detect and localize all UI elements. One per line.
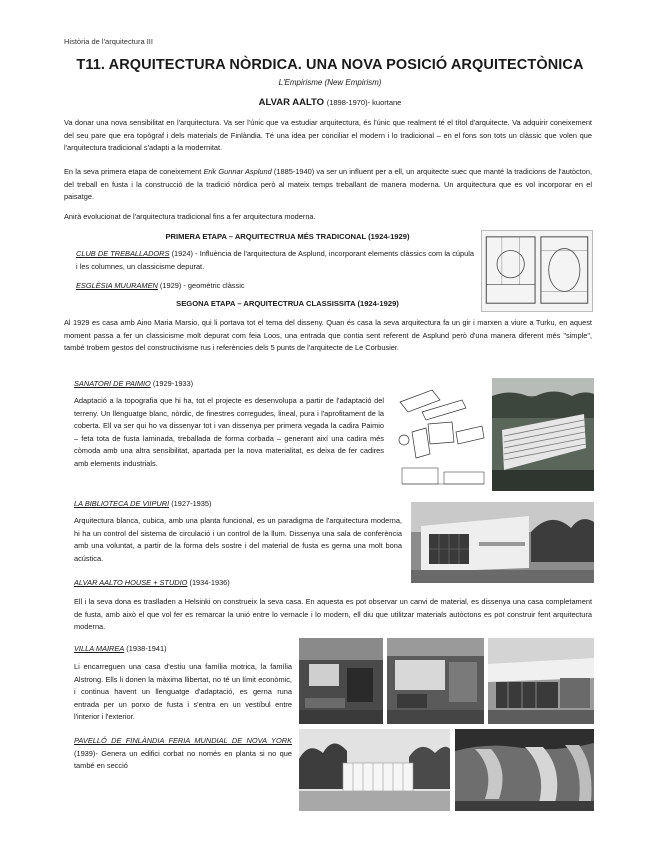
church-text: (1929) - geomètric clàssic [157, 281, 245, 290]
pavilion-exterior-drawing [299, 729, 450, 811]
house-dates: (1934-1936) [187, 578, 230, 587]
intro-p2-after: (1885-1940) va ser un influent per a ell, un arquitecte suec que manté la tradicions de l'autòcton, del treball en fusta i la construcció de la tradició nòrdica però al mateix temps treballant de manera moderna. Un arquitectura que es vol incorporar en el paisatge. [64, 167, 593, 202]
author-dates: (1898-1970)- kuortane [326, 98, 402, 107]
viipuri-name: LA BIBLIOTECA DE VIIPURI [74, 499, 170, 508]
page-subtitle: L'Empirisme (New Empirism) [278, 78, 382, 87]
workers-club-plan-image [481, 230, 593, 312]
paimio-heading [74, 378, 384, 391]
pavello-name: PAVELLÓ DE FINLÀNDIA FERIA MUNDIAL DE NOVA YORK [74, 736, 292, 745]
viipuri-dates: (1927-1935) [169, 499, 212, 508]
mairea-photo-living [387, 638, 484, 724]
house-heading [74, 577, 394, 590]
asplund-name: Erik Gunnar Asplund [203, 167, 272, 176]
club-name: CLUB DE TREBALLADORS [76, 249, 170, 258]
house-text: Ell i la seva dona es traslladen a Helsinki on construeix la seva casa. En aquesta es pot observar un canvi de material, es dissenya una casa completament de fusta, amb això el que vol fer es remarcar la unió entre lo vernacle i lo modern, ell diu que utilitzar materials autòctons es pot construir fent arquitectura moderna. [74, 597, 592, 632]
plan-drawing [482, 231, 592, 311]
viipuri-photo-drawing [411, 502, 594, 583]
author-name: ALVAR AALTO [258, 97, 325, 108]
mairea-heading [74, 643, 294, 656]
paimio-text: Adaptació a la topografia que hi ha, tot el projecte es desenvolupa a partir de l'adaptació del terreny. Un llenguatge blanc, nòrdic, de finestres corregudes, lineal, pura i l'aprofitament de la coberta. Ell va ser qui ho va dissenyar tot i van dissenya per primera vegada la cadira Paimio – feta tota de fusta laminada, treballada de forma corbada – generant així una cadira més còmoda amb una altra sensibilitat, apartada per la nova materialitat, es deixa de fer cadires amb elements industrials. [74, 396, 384, 468]
mairea-name: VILLA MAIREA [74, 644, 125, 653]
pavilion-photo-interior [455, 729, 594, 811]
mairea-text: Li encarreguen una casa d'estiu una família motrica, la família Alstrong. Ells li donen la màxima llibertat, no té un límit econòmic, i continua havent un llenguatge d'adaptació, es gerna runa entrada per un porxo de fusta i s'entra en un vestíbul entre l'interior i l'exterior. [74, 662, 292, 722]
mairea-living-drawing [387, 638, 484, 724]
house-name: ALVAR AALTO HOUSE + STUDIO [74, 578, 188, 587]
section-2-heading: SEGONA ETAPA – ARQUITECTRUA CLASSISSITA (1924-1929) [176, 299, 399, 308]
section-1-heading: PRIMERA ETAPA – ARQUITECTRUA MÉS TRADICONAL (1924-1929) [165, 232, 410, 241]
church-entry [76, 280, 474, 293]
mairea-photo-exterior [488, 638, 594, 724]
pavello-entry [74, 735, 292, 773]
course-header: Història de l'arquitectura III [64, 37, 153, 46]
viipuri-photo [411, 502, 594, 583]
intro-paragraph-1: Va donar una nova sensibilitat en l'arquitectura. Va ser l'únic que va estudiar arquitectura, és l'únic que realment té el títol d'arquitecte. Va adquirir coneixement del seu pare que era topògraf i dels materials de Finlàndia. Té una idea per conciliar el modern i lo tradicional – en el fons son tots un clàssic que volen que l'arquitectura tradicional s'adapti a la modernitat. [64, 118, 592, 153]
paimio-section-drawing [398, 462, 488, 490]
paragraph-1929: Al 1929 es casa amb Aino Maria Marsio, qui li portava tot el tema del disseny. Quan és casa la seva arquitectura fa un gir i marxen a viure a Turku, en aquest moment passa a fer un classicisme molt depurat com feia Loos, una entrada que contia sent referent de Asplund però d'una manera diferent més "simple", també trobem gestos del constructivisme rus i referències dels 5 punts de l'arquitecte de Le Corbusier. [64, 318, 592, 353]
paimio-photo [492, 378, 594, 491]
paimio-photo-drawing [492, 378, 594, 491]
paimio-dates: (1929-1933) [150, 379, 194, 388]
paimio-plan-image [392, 382, 490, 462]
paimio-name: SANATORI DE PAIMIO [74, 379, 151, 388]
church-name: ESGLÈSIA MUURAMEN [76, 281, 158, 290]
mairea-dates: (1938-1941) [124, 644, 167, 653]
viipuri-text: Arquitectura blanca, cubica, amb una planta funcional, es un paradigma de l'arquitectura moderna, hi ha un control del sistema de circulació i un control de la llum. Dissenya una sala de conferència amb una voluntat, a partir de la forma dels sostre i del material de fusta es gerna una molt bona acústica. [74, 516, 402, 563]
intro-p2-before: En la seva primera etapa de coneixement [64, 167, 204, 176]
paimio-section-image [398, 462, 488, 490]
mairea-exterior-drawing [488, 638, 594, 724]
viipuri-heading [74, 498, 404, 511]
intro-paragraph-3: Anirà evolucionat de l'arquitectura tradicional fins a fer arquitectura moderna. [64, 212, 316, 221]
club-entry [76, 248, 474, 273]
intro-paragraph-2 [64, 166, 592, 204]
pavilion-interior-drawing [455, 729, 594, 811]
club-text: (1924) - Influència de l'arquitectura de Asplund, incorporant elements clàssics com la cúpula i les columnes, un classicisme depurat. [76, 249, 474, 271]
paimio-plan-drawing [392, 382, 490, 462]
mairea-interior-drawing [299, 638, 383, 724]
pavello-text: (1939)- Genera un edifici corbat no només en planta si no que també en secció [74, 748, 292, 771]
mairea-photo-interior [299, 638, 383, 724]
page-title: T11. ARQUITECTURA NÒRDICA. UNA NOVA POSICIÓ ARQUITECTÒNICA [76, 57, 584, 73]
pavilion-photo-exterior [299, 729, 450, 811]
author-heading [60, 97, 600, 108]
